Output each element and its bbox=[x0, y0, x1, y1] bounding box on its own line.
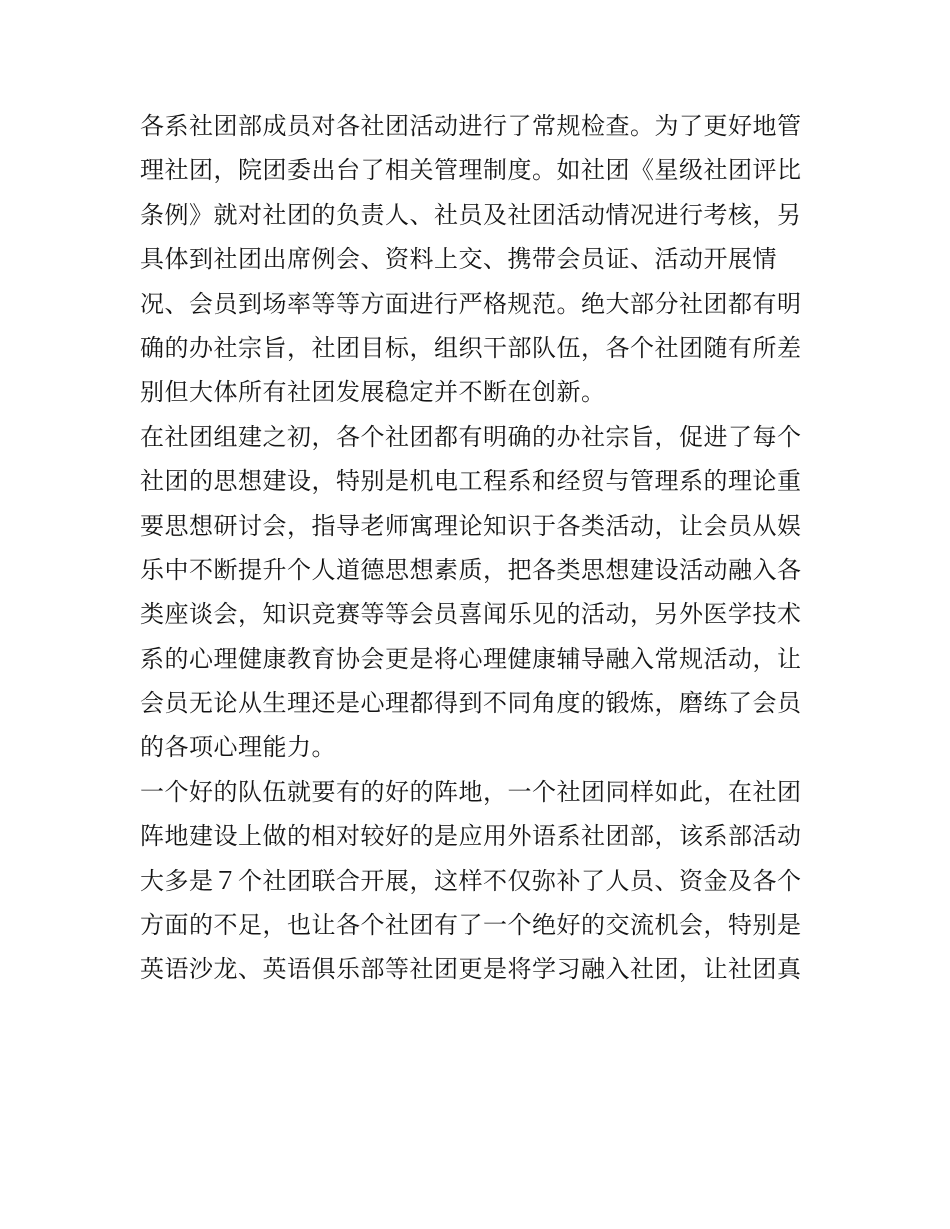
text-line: 具体到社团出席例会、资料上交、携带会员证、活动开展情 bbox=[140, 245, 777, 274]
text-line: 确的办社宗旨，社团目标，组织干部队伍，各个社团随有所差 bbox=[140, 333, 802, 362]
text-line: 类座谈会，知识竞赛等等会员喜闻乐见的活动，另外医学技术 bbox=[140, 600, 802, 629]
text-line: 理社团，院团委出台了相关管理制度。如社团《星级社团评比 bbox=[140, 156, 802, 185]
text-line: 方面的不足，也让各个社团有了一个绝好的交流机会，特别是 bbox=[140, 911, 802, 940]
text-line: 要思想研讨会，指导老师寓理论知识于各类活动，让会员从娱 bbox=[140, 511, 802, 540]
text-line: 英语沙龙、英语俱乐部等社团更是将学习融入社团，让社团真 bbox=[140, 955, 802, 984]
text-line: 条例》就对社团的负责人、社员及社团活动情况进行考核，另 bbox=[140, 200, 802, 229]
text-line: 社团的思想建设，特别是机电工程系和经贸与管理系的理论重 bbox=[140, 467, 802, 496]
text-line: 别但大体所有社团发展稳定并不断在创新。 bbox=[140, 378, 606, 407]
text-line: 阵地建设上做的相对较好的是应用外语系社团部，该系部活动 bbox=[140, 822, 802, 851]
text-line: 乐中不断提升个人道德思想素质，把各类思想建设活动融入各 bbox=[140, 555, 802, 584]
text-line: 大多是７个社团联合开展，这样不仅弥补了人员、资金及各个 bbox=[140, 866, 802, 895]
text-line: 各系社团部成员对各社团活动进行了常规检查。为了更好地管 bbox=[140, 112, 802, 140]
text-line: 一个好的队伍就要有的好的阵地，一个社团同样如此，在社团 bbox=[140, 777, 802, 806]
text-line: 会员无论从生理还是心理都得到不同角度的锻炼，磨练了会员 bbox=[140, 689, 802, 718]
text-line: 况、会员到场率等等方面进行严格规范。绝大部分社团都有明 bbox=[140, 289, 802, 318]
text-line: 的各项心理能力。 bbox=[140, 733, 336, 762]
text-line: 在社团组建之初，各个社团都有明确的办社宗旨，促进了每个 bbox=[140, 422, 802, 451]
text-line: 系的心理健康教育协会更是将心理健康辅导融入常规活动，让 bbox=[140, 644, 802, 673]
body-text bbox=[140, 104, 812, 992]
